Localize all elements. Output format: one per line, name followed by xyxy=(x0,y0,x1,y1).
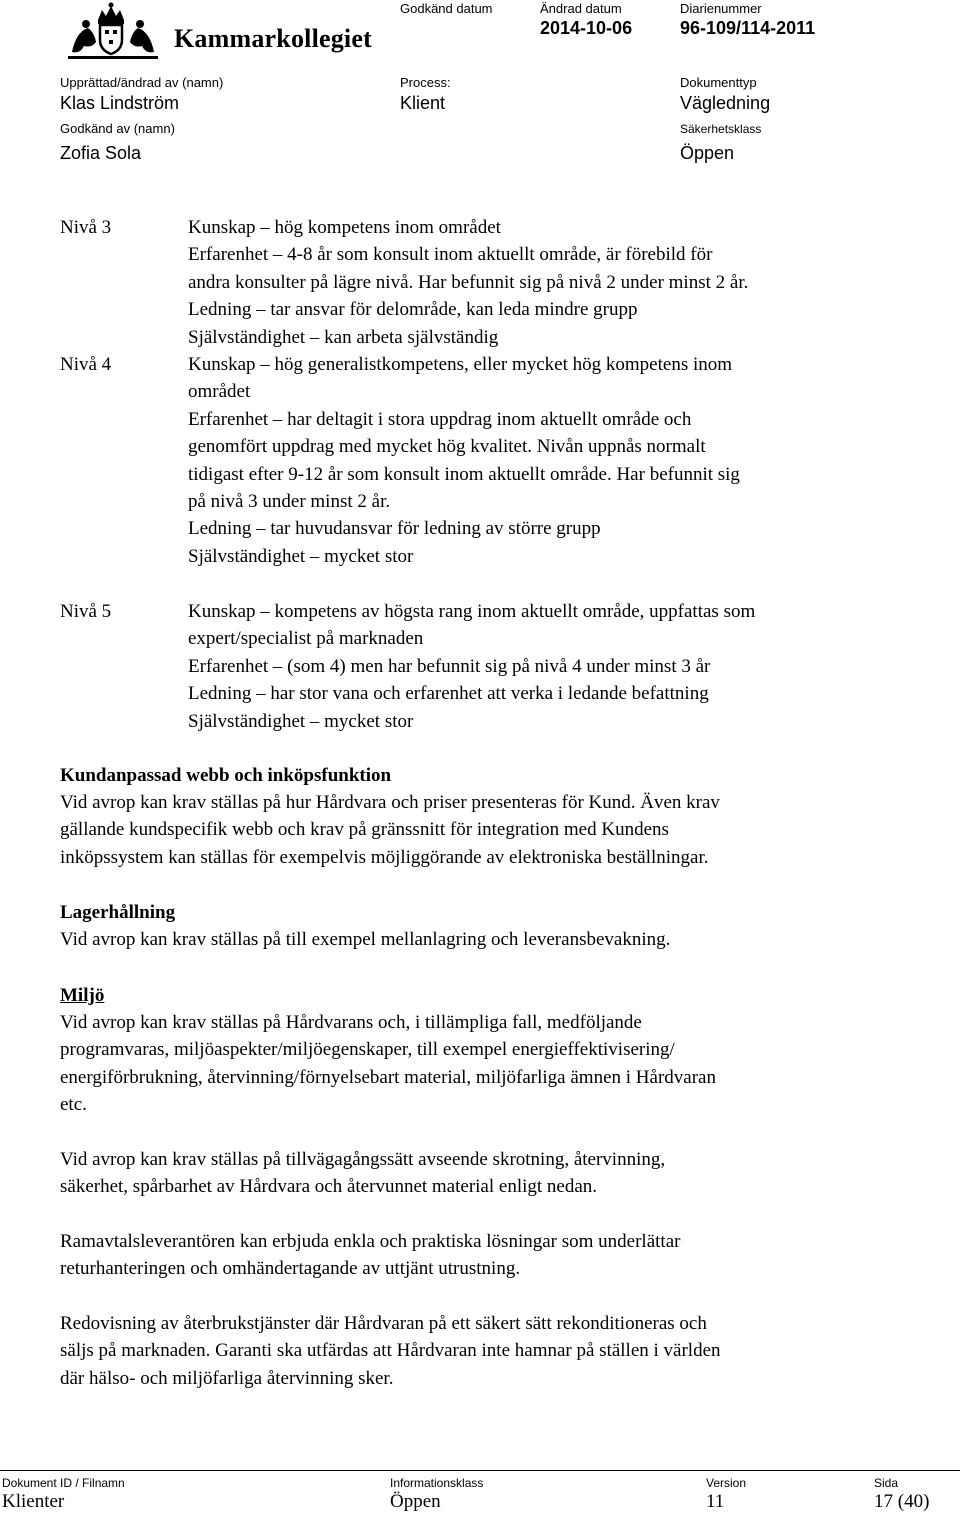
level-description xyxy=(188,214,918,351)
paragraph-line: programvaras, miljöaspekter/miljöegenskaper, till exempel energieffektivisering/ xyxy=(60,1039,675,1061)
level-line: Erfarenhet – 4-8 år som konsult inom aktuellt område, är förebild för xyxy=(188,244,713,266)
page-label: Sida xyxy=(874,1476,899,1490)
level-line: expert/specialist på marknaden xyxy=(188,628,424,650)
level-line: Självständighet – mycket stor xyxy=(188,545,414,567)
level-line: Kunskap – hög generalistkompetens, eller mycket hög kompetens inom xyxy=(188,354,733,375)
docid-label: Dokument ID / Filnamn xyxy=(2,1476,125,1490)
level-line: Ledning – har stor vana och erfarenhet att verka i ledande befattning xyxy=(188,683,709,705)
docid-value: Klienter xyxy=(2,1491,65,1512)
process-value: Klient xyxy=(400,93,446,113)
created-by-label: Upprättad/ändrad av (namn) xyxy=(60,75,224,90)
paragraph-line: Redovisning av återbrukstjänster där Hårdvaran på ett säkert sätt rekonditioneras och xyxy=(60,1313,707,1334)
level-line: Kunskap – hög kompetens inom området xyxy=(188,217,501,238)
level-description xyxy=(188,351,918,570)
footer-divider xyxy=(0,1470,960,1471)
level-line: Självständighet – mycket stor xyxy=(188,710,414,732)
paragraph xyxy=(60,926,910,953)
process-label: Process: xyxy=(400,75,451,90)
approved-date-label: Godkänd datum xyxy=(400,1,493,16)
paragraph-line: Vid avrop kan krav ställas på tillvägagångssätt avseende skrotning, återvinning, xyxy=(60,1149,666,1170)
level-label: Nivå 4 xyxy=(60,354,112,375)
page-value: 17 (40) xyxy=(874,1491,930,1512)
infoclass-value: Öppen xyxy=(390,1491,441,1512)
kammarkollegiet-logo xyxy=(58,2,388,62)
section-title: Kundanpassad webb och inköpsfunktion xyxy=(60,765,392,786)
created-by-value: Klas Lindström xyxy=(60,93,180,113)
paragraph xyxy=(60,789,910,871)
level-description xyxy=(188,598,918,735)
paragraph-line: etc. xyxy=(60,1094,87,1116)
diary-value: 96-109/114-2011 xyxy=(680,18,816,38)
level-line: på nivå 3 under minst 2 år. xyxy=(188,491,391,513)
paragraph-line: där hälso- och miljöfarliga återvinning sker. xyxy=(60,1367,394,1389)
paragraph xyxy=(60,1009,910,1119)
section-title: Lagerhållning xyxy=(60,902,176,923)
paragraph-line: inköpssystem kan ställas för exempelvis möjliggörande av elektroniska beställningar. xyxy=(60,846,709,868)
level-line: Kunskap – kompetens av högsta rang inom aktuellt område, uppfattas som xyxy=(188,601,756,622)
crown-icon xyxy=(58,2,168,60)
logo-text: Kammarkollegiet xyxy=(174,24,372,53)
paragraph-line: Vid avrop kan krav ställas på till exempel mellanlagring och leveransbevakning. xyxy=(60,929,671,950)
diary-label: Diarienummer xyxy=(680,1,762,16)
level-line: Erfarenhet – (som 4) men har befunnit sig på nivå 4 under minst 3 år xyxy=(188,655,711,677)
level-line: Erfarenhet – har deltagit i stora uppdrag inom aktuellt område och xyxy=(188,408,692,430)
paragraph-line: Ramavtalsleverantören kan erbjuda enkla och praktiska lösningar som underlättar xyxy=(60,1231,681,1252)
paragraph xyxy=(60,1310,910,1392)
paragraph-line: Vid avrop kan krav ställas på Hårdvarans och, i tillämpliga fall, medföljande xyxy=(60,1012,642,1033)
doctype-label: Dokumenttyp xyxy=(680,75,757,90)
changed-date-label: Ändrad datum xyxy=(540,1,622,16)
security-label: Säkerhetsklass xyxy=(680,122,762,136)
level-line: genomfört uppdrag med mycket hög kvalitet. Nivån uppnås normalt xyxy=(188,436,706,458)
paragraph-line: energiförbrukning, återvinning/förnyelsebart material, miljöfarliga ämnen i Hårdvaran xyxy=(60,1066,716,1088)
approved-by-value: Zofia Sola xyxy=(60,143,142,163)
level-line: andra konsulter på lägre nivå. Har befunnit sig på nivå 2 under minst 2 år. xyxy=(188,271,749,293)
paragraph xyxy=(60,1228,910,1283)
level-label: Nivå 5 xyxy=(60,601,112,622)
doctype-value: Vägledning xyxy=(680,93,771,113)
level-label: Nivå 3 xyxy=(60,217,112,238)
security-value: Öppen xyxy=(680,143,735,163)
level-line: Ledning – tar huvudansvar för ledning av större grupp xyxy=(188,518,601,540)
changed-date-value: 2014-10-06 xyxy=(540,18,633,38)
approved-by-label: Godkänd av (namn) xyxy=(60,121,175,136)
section-title: Miljö xyxy=(60,985,105,1006)
paragraph-line: säljs på marknaden. Garanti ska utfärdas att Hårdvaran inte hamnar på ställen i världen xyxy=(60,1340,721,1362)
version-label: Version xyxy=(706,1476,747,1490)
version-value: 11 xyxy=(706,1491,725,1512)
level-line: tidigast efter 9-12 år som konsult inom aktuellt område. Har befunnit sig xyxy=(188,463,740,485)
level-line: Självständighet – kan arbeta självständig xyxy=(188,326,499,348)
paragraph xyxy=(60,1146,910,1201)
paragraph-line: Vid avrop kan krav ställas på hur Hårdvara och priser presenteras för Kund. Även krav xyxy=(60,792,720,813)
infoclass-label: Informationsklass xyxy=(390,1476,484,1490)
level-line: området xyxy=(188,381,251,403)
paragraph-line: returhanteringen och omhändertagande av uttjänt utrustning. xyxy=(60,1258,521,1280)
paragraph-line: säkerhet, spårbarhet av Hårdvara och återvunnet material enligt nedan. xyxy=(60,1176,598,1198)
level-line: Ledning – tar ansvar för delområde, kan leda mindre grupp xyxy=(188,299,638,321)
paragraph-line: gällande kundspecifik webb och krav på gränssnitt för integration med Kundens xyxy=(60,819,669,841)
